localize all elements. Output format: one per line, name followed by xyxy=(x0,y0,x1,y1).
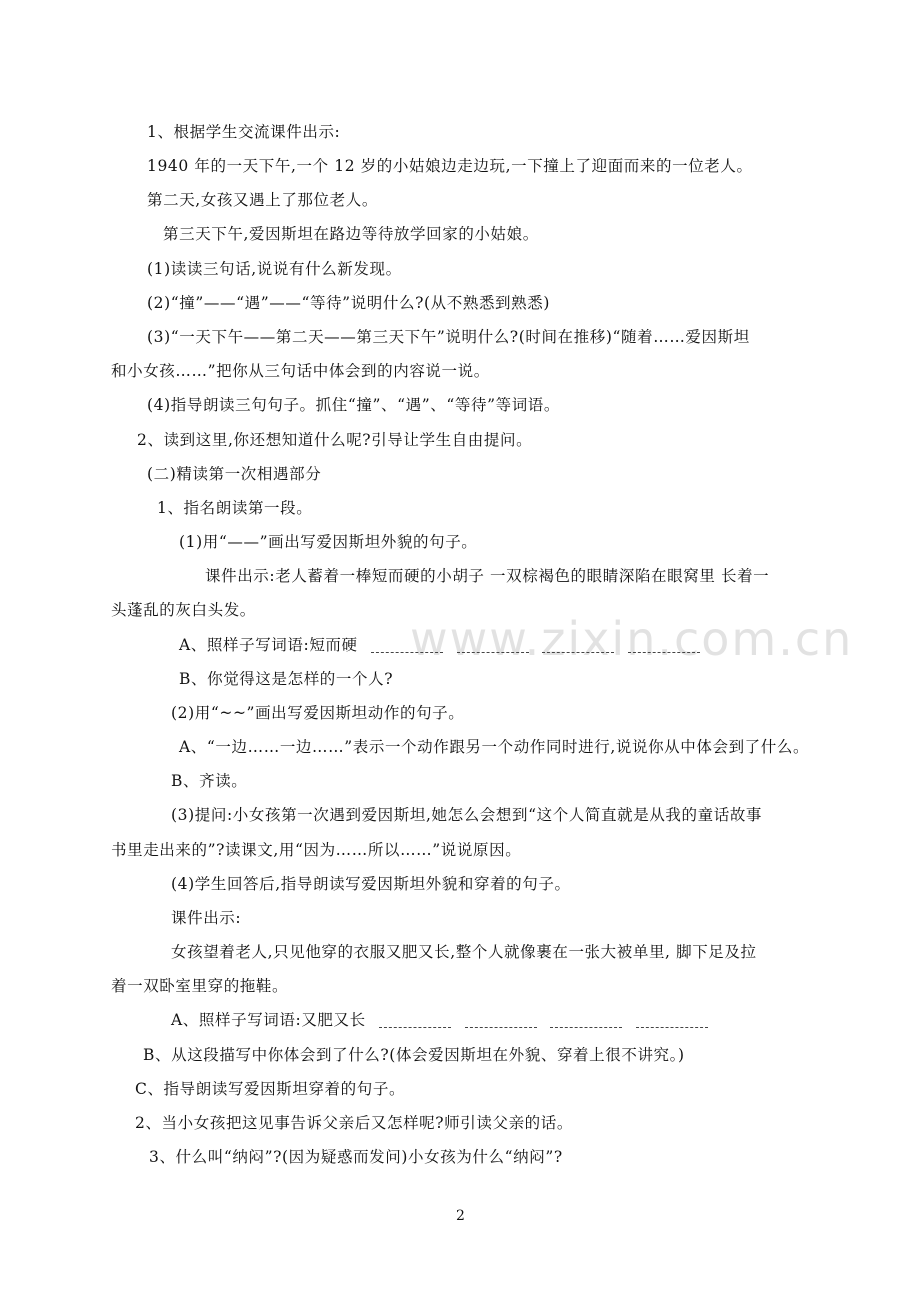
section-heading: (二)精读第一次相遇部分 xyxy=(147,465,322,483)
fill-blank[interactable] xyxy=(636,1015,708,1028)
text-line: (1)读读三句话,说说有什么新发现。 xyxy=(147,260,402,278)
text-line xyxy=(171,1010,708,1030)
text-line: 第三天下午,爱因斯坦在路边等待放学回家的小姑娘。 xyxy=(163,225,539,243)
text-line: 2、当小女孩把这见事告诉父亲后又怎样呢?师引读父亲的话。 xyxy=(135,1114,573,1132)
text-line: 3、什么叫“纳闷”?(因为疑惑而发问)小女孩为什么“纳闷”? xyxy=(149,1148,563,1166)
watermark: www.zixin.com.cn xyxy=(410,612,854,666)
text-line: (3)“一天下午——第二天——第三天下午”说明什么?(时间在推移)“随着……爱因斯坦 xyxy=(147,328,750,346)
fill-blank[interactable] xyxy=(465,1015,537,1028)
text-line: (4)学生回答后,指导朗读写爱因斯坦外貌和穿着的句子。 xyxy=(171,875,571,893)
exercise-label: A、照样子写词语:又肥又长 xyxy=(171,1011,366,1029)
fill-blank[interactable] xyxy=(457,640,529,653)
text-line: B、你觉得这是怎样的一个人? xyxy=(179,670,394,688)
text-line: 1、指名朗读第一段。 xyxy=(157,499,313,517)
text-line xyxy=(179,635,700,655)
fill-blank[interactable] xyxy=(542,640,614,653)
text-line: 1、根据学生交流课件出示: xyxy=(147,123,341,141)
text-line: (2)用“~~”画出写爱因斯坦动作的句子。 xyxy=(171,704,465,722)
text-line: B、从这段描写中你体会到了什么?(体会爱因斯坦在外貌、穿着上很不讲究。) xyxy=(143,1046,685,1064)
text-line: (1)用“——”画出写爱因斯坦外貌的句子。 xyxy=(179,533,478,551)
text-line: B、齐读。 xyxy=(171,772,248,790)
fill-blank[interactable] xyxy=(371,640,443,653)
text-line: 1940 年的一天下午,一个 12 岁的小姑娘边走边玩,一下撞上了迎面而来的一位老人。 xyxy=(147,157,753,175)
text-line: 头蓬乱的灰白头发。 xyxy=(111,601,256,619)
page-number: 2 xyxy=(456,1208,465,1224)
text-line: 课件出示:老人蓄着一棒短而硬的小胡子 一双棕褐色的眼睛深陷在眼窝里 长着一 xyxy=(205,567,770,585)
fill-blank[interactable] xyxy=(550,1015,622,1028)
text-line: 和小女孩……”把你从三句话中体会到的内容说一说。 xyxy=(111,362,490,380)
text-line: 课件出示: xyxy=(171,909,242,927)
text-line: (2)“撞”——“遇”——“等待”说明什么?(从不熟悉到熟悉) xyxy=(147,294,551,312)
fill-blank[interactable] xyxy=(379,1015,451,1028)
fill-blank[interactable] xyxy=(628,640,700,653)
text-line: (4)指导朗读三句句子。抓住“撞”、“遇”、“等待”等词语。 xyxy=(147,396,561,414)
text-line: 2、读到这里,你还想知道什么呢?引导让学生自由提问。 xyxy=(137,431,533,449)
text-line: 第二天,女孩又遇上了那位老人。 xyxy=(147,191,378,209)
exercise-label: A、照样子写词语:短而硬 xyxy=(179,636,358,654)
text-line: 书里走出来的”?读课文,用“因为……所以……”说说原因。 xyxy=(111,841,522,859)
text-line: A、“一边……一边……”表示一个动作跟另一个动作同时进行,说说你从中体会到了什么。 xyxy=(179,738,810,756)
text-line: C、指导朗读写爱因斯坦穿着的句子。 xyxy=(135,1080,406,1098)
text-line: 女孩望着老人,只见他穿的衣服又肥又长,整个人就像裹在一张大被单里, 脚下足及拉 xyxy=(171,943,757,961)
text-line: (3)提问:小女孩第一次遇到爱因斯坦,她怎么会想到“这个人简直就是从我的童话故事 xyxy=(171,806,763,824)
text-line: 着一双卧室里穿的拖鞋。 xyxy=(111,977,289,995)
